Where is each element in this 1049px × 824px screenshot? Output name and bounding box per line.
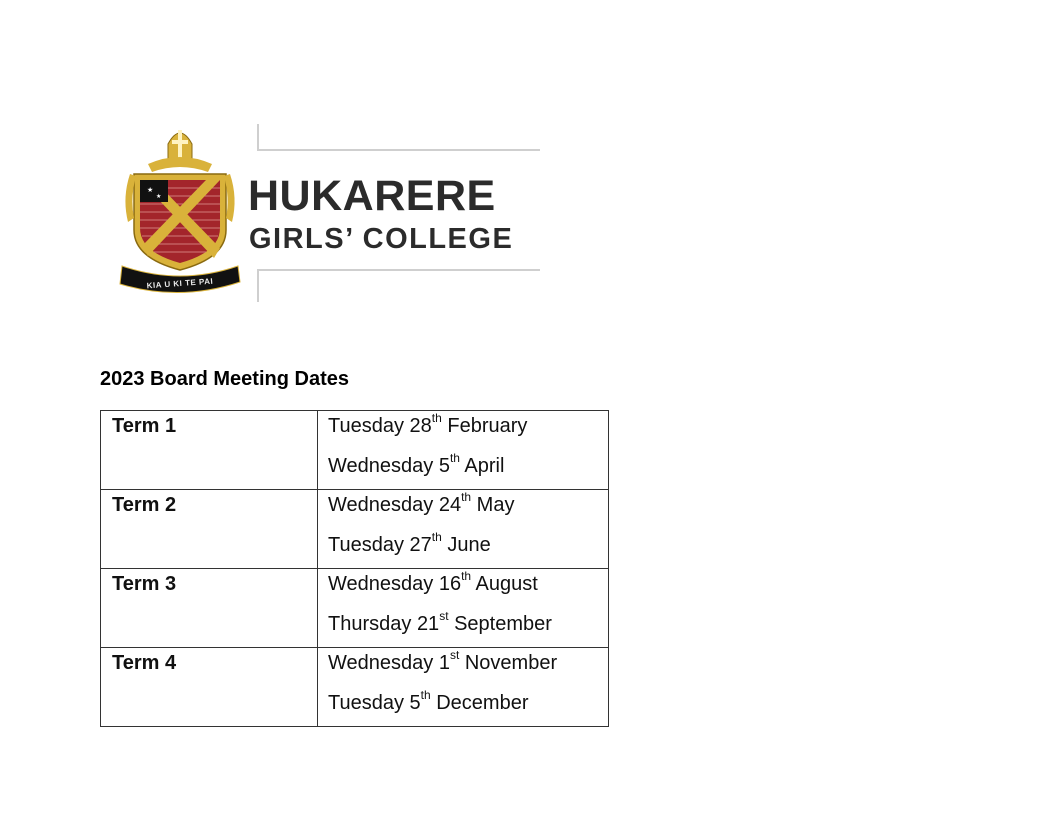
term-cell — [101, 490, 318, 569]
date-month: September — [454, 613, 552, 635]
date-weekday: Tuesday — [328, 692, 404, 714]
meeting-date — [318, 450, 608, 489]
date-number: 5 — [409, 692, 421, 714]
date-weekday: Wednesday — [328, 652, 434, 674]
meeting-dates-table — [100, 410, 609, 727]
crest-shield — [125, 174, 234, 270]
school-name-line1: HUKARERE — [248, 172, 496, 220]
date-weekday: Wednesday — [328, 455, 434, 477]
date-ordinal-suffix: th — [431, 411, 442, 426]
term-cell — [101, 648, 318, 727]
date-ordinal-suffix: th — [449, 451, 460, 466]
dates-cell — [318, 648, 609, 727]
date-month: February — [447, 415, 528, 437]
term-label: Term 3 — [112, 573, 177, 595]
school-crest-and-wordmark — [118, 118, 548, 308]
table-row — [101, 411, 609, 490]
table-row — [101, 569, 609, 648]
term-cell — [101, 569, 318, 648]
meeting-date — [318, 529, 608, 568]
date-number: 28 — [409, 415, 432, 437]
date-weekday: Wednesday — [328, 494, 434, 516]
date-ordinal-suffix: th — [420, 688, 431, 703]
date-ordinal-suffix: th — [431, 530, 442, 545]
date-ordinal-suffix: th — [461, 490, 472, 505]
date-number: 21 — [416, 613, 440, 635]
motto-text: KIA U KI TE PAI — [146, 276, 214, 291]
table-row — [101, 648, 609, 727]
term-label: Term 1 — [112, 415, 177, 437]
date-number: 5 — [438, 455, 450, 477]
date-weekday: Tuesday — [328, 534, 404, 556]
date-month: August — [475, 573, 538, 595]
meeting-date — [318, 608, 608, 647]
table-row — [101, 490, 609, 569]
meeting-date — [318, 648, 608, 687]
page-title: 2023 Board Meeting Dates — [100, 368, 349, 390]
svg-text:★: ★ — [147, 186, 154, 194]
date-month: June — [447, 534, 491, 556]
term-cell — [101, 411, 318, 490]
date-number: 27 — [409, 534, 432, 556]
date-ordinal-suffix: th — [461, 569, 472, 584]
svg-text:★: ★ — [156, 193, 162, 200]
meeting-date — [318, 687, 608, 726]
dates-cell — [318, 411, 609, 490]
term-label: Term 4 — [112, 652, 177, 674]
meeting-date — [318, 569, 608, 608]
date-number: 24 — [438, 494, 462, 516]
date-ordinal-suffix: st — [439, 609, 449, 624]
term-label: Term 2 — [112, 494, 177, 516]
meeting-date — [318, 490, 608, 529]
date-ordinal-suffix: st — [449, 648, 460, 663]
dates-cell — [318, 569, 609, 648]
date-number: 16 — [438, 573, 462, 595]
meeting-date — [318, 411, 608, 450]
mitre-icon — [148, 130, 212, 172]
date-number: 1 — [438, 652, 450, 674]
date-weekday: Wednesday — [328, 573, 434, 595]
date-month: April — [464, 455, 505, 477]
school-name-line2: GIRLS’ COLLEGE — [249, 223, 514, 255]
date-weekday: Tuesday — [328, 415, 404, 437]
school-logo — [118, 118, 548, 308]
date-month: December — [436, 692, 529, 714]
date-month: May — [476, 494, 515, 516]
date-weekday: Thursday — [328, 613, 412, 635]
dates-cell — [318, 490, 609, 569]
date-month: November — [464, 652, 558, 674]
